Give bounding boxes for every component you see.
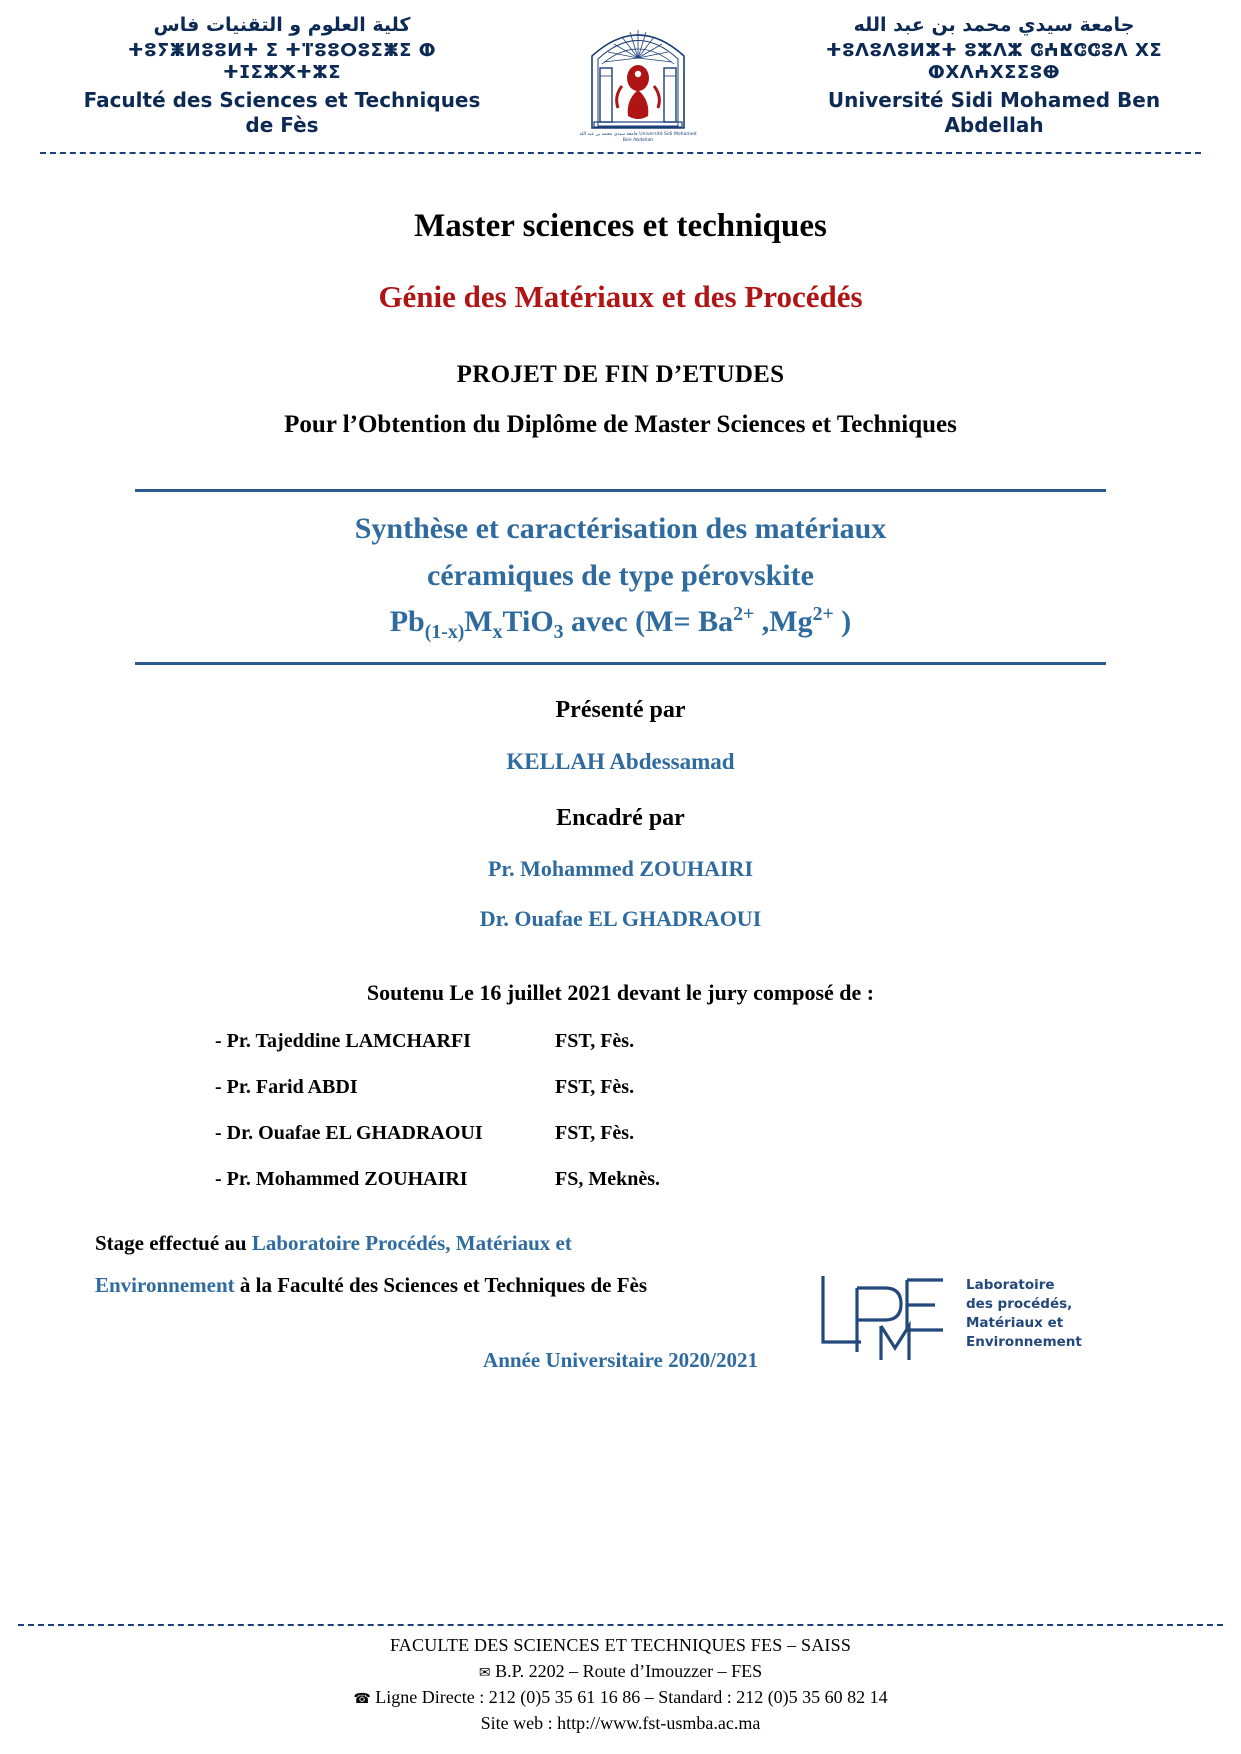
jury-member-affiliation: FST, Fès. (555, 1121, 635, 1144)
project-label: PROJET DE FIN D’ETUDES (456, 361, 785, 388)
faculty-name-tifinagh: ⵜⵓⵢⵥⵍⵓⵓⵍⵜ ⵉ ⵜⴶⵓⵓⵔⵓⵉⵥⵉ ⵀ ⵜⵊⵉⵣⵅⵜⵣⵉ (127, 39, 437, 84)
footer-divider (18, 1624, 1223, 1626)
jury-row (215, 1168, 1211, 1191)
lab-logo-line-4: Environnement (966, 1334, 1082, 1351)
internship-suffix: à la Faculté des Sciences et Techniques de Fès (234, 1272, 648, 1297)
footer-address-text: B.P. 2202 – Route d’Imouzzer – FES (495, 1660, 763, 1681)
jury-member-name: - Pr. Farid ABDI (215, 1075, 358, 1098)
thesis-title-line-2: céramiques de type pérovskite (427, 558, 814, 592)
formula-m: M (464, 605, 493, 638)
footer-website: Site web : http://www.fst-usmba.ac.ma (480, 1712, 761, 1733)
presented-by-label: Présenté par (555, 696, 686, 723)
mail-icon: ✉ (478, 1664, 491, 1681)
academic-year: Année Universitaire 2020/2021 (483, 1347, 758, 1372)
university-name-french: Université Sidi Mohamed Ben Abdellah (827, 87, 1161, 137)
thesis-title-line-1: Synthèse et caractérisation des matériaux (354, 512, 887, 545)
program-title: Master sciences et techniques (414, 208, 827, 244)
faculty-identity-block (22, 14, 497, 138)
footer-text (0, 1632, 1241, 1736)
lab-logo-line-3: Matériaux et (966, 1315, 1064, 1332)
jury-member-name: - Pr. Tajeddine LAMCHARFI (215, 1029, 471, 1052)
jury-member-name: - Dr. Ouafae EL GHADRAOUI (215, 1121, 483, 1144)
jury-row (215, 1030, 1211, 1053)
footer-phone (0, 1684, 1241, 1710)
supervised-by-label: Encadré par (556, 804, 685, 831)
formula-sub-1x: (1-x) (424, 621, 465, 643)
defense-line: Soutenu Le 16 juillet 2021 devant le jury composé de : (366, 979, 875, 1005)
header-divider (40, 152, 1201, 154)
supervisor-2: Dr. Ouafae EL GHADRAOUI (479, 905, 762, 931)
formula-sup-mg: 2+ (812, 603, 834, 625)
footer-phone-text: Ligne Directe : 212 (0)5 35 61 16 86 – Standard : 212 (0)5 35 60 82 14 (375, 1686, 888, 1707)
laboratory-logo-text (966, 1276, 1082, 1353)
program-specialty: Génie des Matériaux et des Procédés (378, 279, 863, 314)
formula-tio: TiO (502, 605, 554, 638)
formula-end: ) (833, 605, 852, 638)
jury-row (215, 1122, 1211, 1145)
lab-name-part-2: Environnement (95, 1272, 235, 1297)
thesis-title-box (135, 489, 1106, 665)
jury-member-affiliation: FS, Meknès. (555, 1167, 660, 1190)
jury-list (30, 1030, 1211, 1191)
crest-caption: جامعة سيدي محمد بن عبد الله Université Sidi Mohamed Ben Abdellah (579, 132, 697, 143)
university-name-arabic: جامعة سيدي محمد بن عبد الله (853, 14, 1135, 36)
lpem-monogram-icon (811, 1264, 961, 1364)
internship-statement (30, 1214, 855, 1306)
page-body (0, 208, 1241, 1373)
formula-pb: Pb (389, 605, 425, 638)
degree-purpose: Pour l’Obtention du Diplôme de Master Sciences et Techniques (284, 411, 957, 438)
lab-logo-line-1: Laboratoire (966, 1277, 1055, 1293)
jury-row (215, 1076, 1211, 1099)
formula-sub-x: x (492, 621, 503, 643)
author-name: KELLAH Abdessamad (506, 748, 735, 774)
thesis-title-line-3 (135, 599, 1106, 648)
university-identity-block (779, 14, 1219, 138)
formula-rest: avec (M= Ba (563, 605, 734, 638)
footer-address (0, 1658, 1241, 1684)
laboratory-logo (811, 1264, 1101, 1369)
jury-member-name: - Pr. Mohammed ZOUHAIRI (215, 1167, 468, 1190)
lab-logo-line-2: des procédés, (966, 1296, 1073, 1313)
footer-institution: FACULTE DES SCIENCES ET TECHNIQUES FES – SAISS (389, 1634, 852, 1655)
formula-sub-3: 3 (553, 621, 564, 643)
faculty-name-arabic: كلية العلوم و التقنيات فاس (153, 14, 411, 36)
lab-name-part-1: Laboratoire Procédés, Matériaux et (251, 1230, 572, 1255)
jury-member-affiliation: FST, Fès. (555, 1029, 635, 1052)
formula-sup-ba: 2+ (733, 603, 755, 625)
university-crest (578, 16, 698, 144)
supervisor-1: Pr. Mohammed ZOUHAIRI (487, 855, 754, 881)
crest-graphic (578, 16, 698, 134)
university-name-tifinagh: ⵜⵓⴷⵓⴷⵓⵍⵣⵜ ⵓⵣⴷⵣ ⵛⵄⴿⵛⵛⵓⴷ ⵝⵉ ⵀⵝⴷⵄⵝⵉⵉⵓⴲ (825, 39, 1163, 84)
formula-mid: ,Mg (754, 605, 813, 638)
faculty-name-french: Faculté des Sciences et Techniques de Fès (83, 87, 481, 137)
jury-member-affiliation: FST, Fès. (555, 1075, 635, 1098)
phone-icon: ☎ (353, 1690, 371, 1707)
page-footer (0, 1624, 1241, 1736)
header-row (22, 14, 1219, 144)
internship-prefix: Stage effectué au (95, 1230, 252, 1255)
page-header (0, 0, 1241, 150)
